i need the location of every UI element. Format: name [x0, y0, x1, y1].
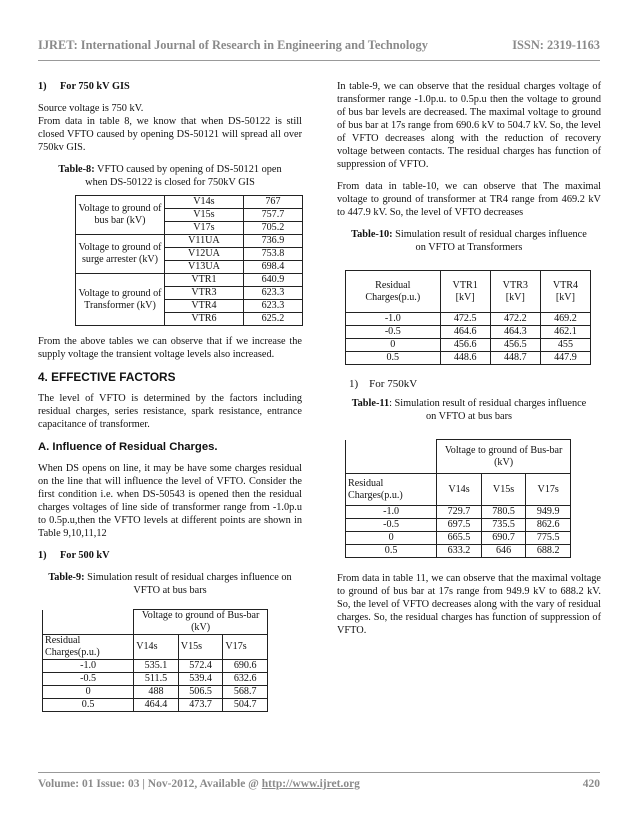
row-label: Voltage to ground of Transformer (kV) — [76, 274, 165, 326]
table-cell: 690.6 — [223, 660, 268, 673]
table-cell: V17s — [223, 635, 268, 660]
table-cell: 0 — [346, 339, 441, 352]
table-cell: 568.7 — [223, 686, 268, 699]
table-8 — [75, 195, 303, 326]
table-cell: 456.6 — [440, 339, 490, 352]
table-cell: 632.6 — [223, 673, 268, 686]
table-cell: 448.6 — [440, 352, 490, 365]
table-cell: V13UA — [165, 261, 244, 274]
journal-link[interactable]: http://www.ijret.org — [261, 778, 360, 790]
table-cell: 697.5 — [437, 519, 482, 532]
table-cell: 646 — [481, 545, 526, 558]
table-cell: 623.3 — [243, 287, 302, 300]
table-cell: 780.5 — [481, 506, 526, 519]
table-cell — [346, 440, 437, 474]
table-cell: 0.5 — [346, 352, 441, 365]
table-cell: -1.0 — [346, 313, 441, 326]
issn: ISSN: 2319-1163 — [512, 38, 600, 52]
table-cell: 623.3 — [243, 300, 302, 313]
table-cell: V14s — [437, 474, 482, 506]
table-cell: 757.7 — [243, 209, 302, 222]
table-cell: V14s — [134, 635, 179, 660]
table-cell: 572.4 — [178, 660, 223, 673]
paragraph: From data in table-10, we can observe that The maximal voltage to ground of transformer at TR4 range from 469.2 kV to 447.9 kV. So, the level of VFTO decreases — [337, 181, 601, 218]
table-10 — [345, 270, 591, 365]
table-cell: V15s — [481, 474, 526, 506]
group-header: Voltage to ground of Bus-bar (kV) — [437, 440, 571, 474]
table-11 — [345, 439, 571, 558]
table-cell: 0.5 — [346, 545, 437, 558]
section-heading: 4. EFFECTIVE FACTORS — [38, 370, 176, 384]
table-cell: VTR1 — [165, 274, 244, 287]
table-cell: 488 — [134, 686, 179, 699]
table-cell: 464.4 — [134, 699, 179, 712]
table-cell: 469.2 — [540, 313, 590, 326]
table-cell: -0.5 — [43, 673, 134, 686]
table-cell: 0.5 — [43, 699, 134, 712]
table-cell: 506.5 — [178, 686, 223, 699]
table-cell: 464.6 — [440, 326, 490, 339]
group-header: Voltage to ground of Bus-bar (kV) — [134, 610, 268, 635]
table-cell: VTR1 [kV] — [440, 271, 490, 313]
table-cell: 688.2 — [526, 545, 571, 558]
table-cell: 472.2 — [490, 313, 540, 326]
table-cell: 949.9 — [526, 506, 571, 519]
table-cell: VTR4 — [165, 300, 244, 313]
table-cell: -0.5 — [346, 519, 437, 532]
table9-caption: Table-9: Simulation result of residual charges influence on VFTO at bus bars — [48, 572, 292, 596]
table-cell: 729.7 — [437, 506, 482, 519]
table-cell: 464.3 — [490, 326, 540, 339]
table-cell: 698.4 — [243, 261, 302, 274]
paragraph: Source voltage is 750 kV. — [38, 103, 144, 114]
subsection-750kv-gis: 1) For 750 kV GIS — [38, 81, 130, 92]
table-cell: 472.5 — [440, 313, 490, 326]
table-cell: 633.2 — [437, 545, 482, 558]
table8-caption: Table-8: VFTO caused by opening of DS-50121 open when DS-50122 is closed for 750kV GIS — [58, 164, 282, 188]
table-cell: 0 — [346, 532, 437, 545]
table-cell: 455 — [540, 339, 590, 352]
table-cell: V11UA — [165, 235, 244, 248]
table-cell: 539.4 — [178, 673, 223, 686]
table-cell: 625.2 — [243, 313, 302, 326]
paragraph: The level of VFTO is determined by the factors including residual charges, series resistance, spark resistance, entrance capacitance of transformer. — [38, 393, 302, 430]
table-cell: V15s — [165, 209, 244, 222]
table-cell: 665.5 — [437, 532, 482, 545]
table-cell: 753.8 — [243, 248, 302, 261]
table-cell: -1.0 — [43, 660, 134, 673]
table-cell: VTR4 [kV] — [540, 271, 590, 313]
table-cell: 456.5 — [490, 339, 540, 352]
table-cell: 0 — [43, 686, 134, 699]
paragraph: In table-9, we can observe that the residual charges voltage of transformer range -1.0p.u. to 0.5p.u then the voltage to ground of bus bar levels are decreased. The maximal voltage to ground of bus bar at 17s range from 690.6 kV to 504.7 kV. So, the level of VFTO decreases along with the reduction of recovery voltage between contacts. The residual charges has function of suppression of VFTO. — [337, 81, 601, 170]
table-cell: -0.5 — [346, 326, 441, 339]
row-header: Residual Charges(p.u.) — [43, 635, 134, 660]
journal-title: IJRET: International Journal of Research in Engineering and Technology — [38, 38, 428, 52]
row-label: Voltage to ground of bus bar (kV) — [76, 196, 165, 235]
table-cell: V14s — [165, 196, 244, 209]
table-cell: 735.5 — [481, 519, 526, 532]
paragraph: From data in table 8, we know that when DS-50122 is still closed VFTO caused by opening DS-50121 will spread all over 750kv GIS. — [38, 116, 302, 153]
table-cell: 775.5 — [526, 532, 571, 545]
page-number: 420 — [582, 778, 600, 790]
table-cell: -1.0 — [346, 506, 437, 519]
paragraph: From the above tables we can observe that if we increase the supply voltage the transient voltage levels also increased. — [38, 336, 302, 360]
footer-divider — [38, 772, 600, 773]
table-cell: 767 — [243, 196, 302, 209]
table-cell: 448.7 — [490, 352, 540, 365]
row-label: Voltage to ground of surge arrester (kV) — [76, 235, 165, 274]
paragraph: When DS opens on line, it may be have some charges residual on the line that will influence the level of VFTO. Consider the first condition i.e. when DS-50543 is opened then the residual charges voltages of line side of transformer range from -1.0p.u to 0.5p.u,then the VFTO levels at different points are shown in Table 9,10,11,12 — [38, 463, 302, 539]
table-cell: 736.9 — [243, 235, 302, 248]
header-divider — [38, 60, 600, 61]
table-cell: 640.9 — [243, 274, 302, 287]
table-cell: 504.7 — [223, 699, 268, 712]
table-cell: VTR6 — [165, 313, 244, 326]
subsection-heading: A. Influence of Residual Charges. — [38, 441, 218, 453]
table-cell: V12UA — [165, 248, 244, 261]
footer-volume: Volume: 01 Issue: 03 | Nov-2012, Available @ http://www.ijret.org — [38, 778, 360, 790]
row-header: Residual Charges(p.u.) — [346, 271, 441, 313]
table-cell: 535.1 — [134, 660, 179, 673]
right-column — [337, 80, 601, 637]
table-cell: V17s — [526, 474, 571, 506]
table-cell: VTR3 [kV] — [490, 271, 540, 313]
table-cell: VTR3 — [165, 287, 244, 300]
table10-caption: Table-10: Simulation result of residual charges influence on VFTO at Transformers — [351, 229, 587, 253]
table-cell: 705.2 — [243, 222, 302, 235]
table-cell: 473.7 — [178, 699, 223, 712]
table-cell: 447.9 — [540, 352, 590, 365]
subsection-500kv: 1) For 500 kV — [38, 550, 110, 561]
table-cell: V15s — [178, 635, 223, 660]
left-column — [38, 80, 302, 712]
table-cell — [43, 610, 134, 635]
table-cell: 690.7 — [481, 532, 526, 545]
table-cell: V17s — [165, 222, 244, 235]
table-cell: 462.1 — [540, 326, 590, 339]
table-cell: 862.6 — [526, 519, 571, 532]
table-9 — [42, 609, 268, 712]
table11-caption: Table-11: Simulation result of residual charges influence on VFTO at bus bars — [351, 398, 594, 422]
paragraph: From data in table 11, we can observe that the maximal voltage to ground of bus bar at 17s range from 949.9 kV to 688.2 kV. So, the level of VFTO decreases along with the vary of residual charges. So, the residual charges has function of suppression of VFTO. — [337, 573, 601, 636]
table-cell: 511.5 — [134, 673, 179, 686]
row-header: Residual Charges(p.u.) — [346, 474, 437, 506]
subsection-750kv: 1) For 750kV — [349, 378, 418, 390]
